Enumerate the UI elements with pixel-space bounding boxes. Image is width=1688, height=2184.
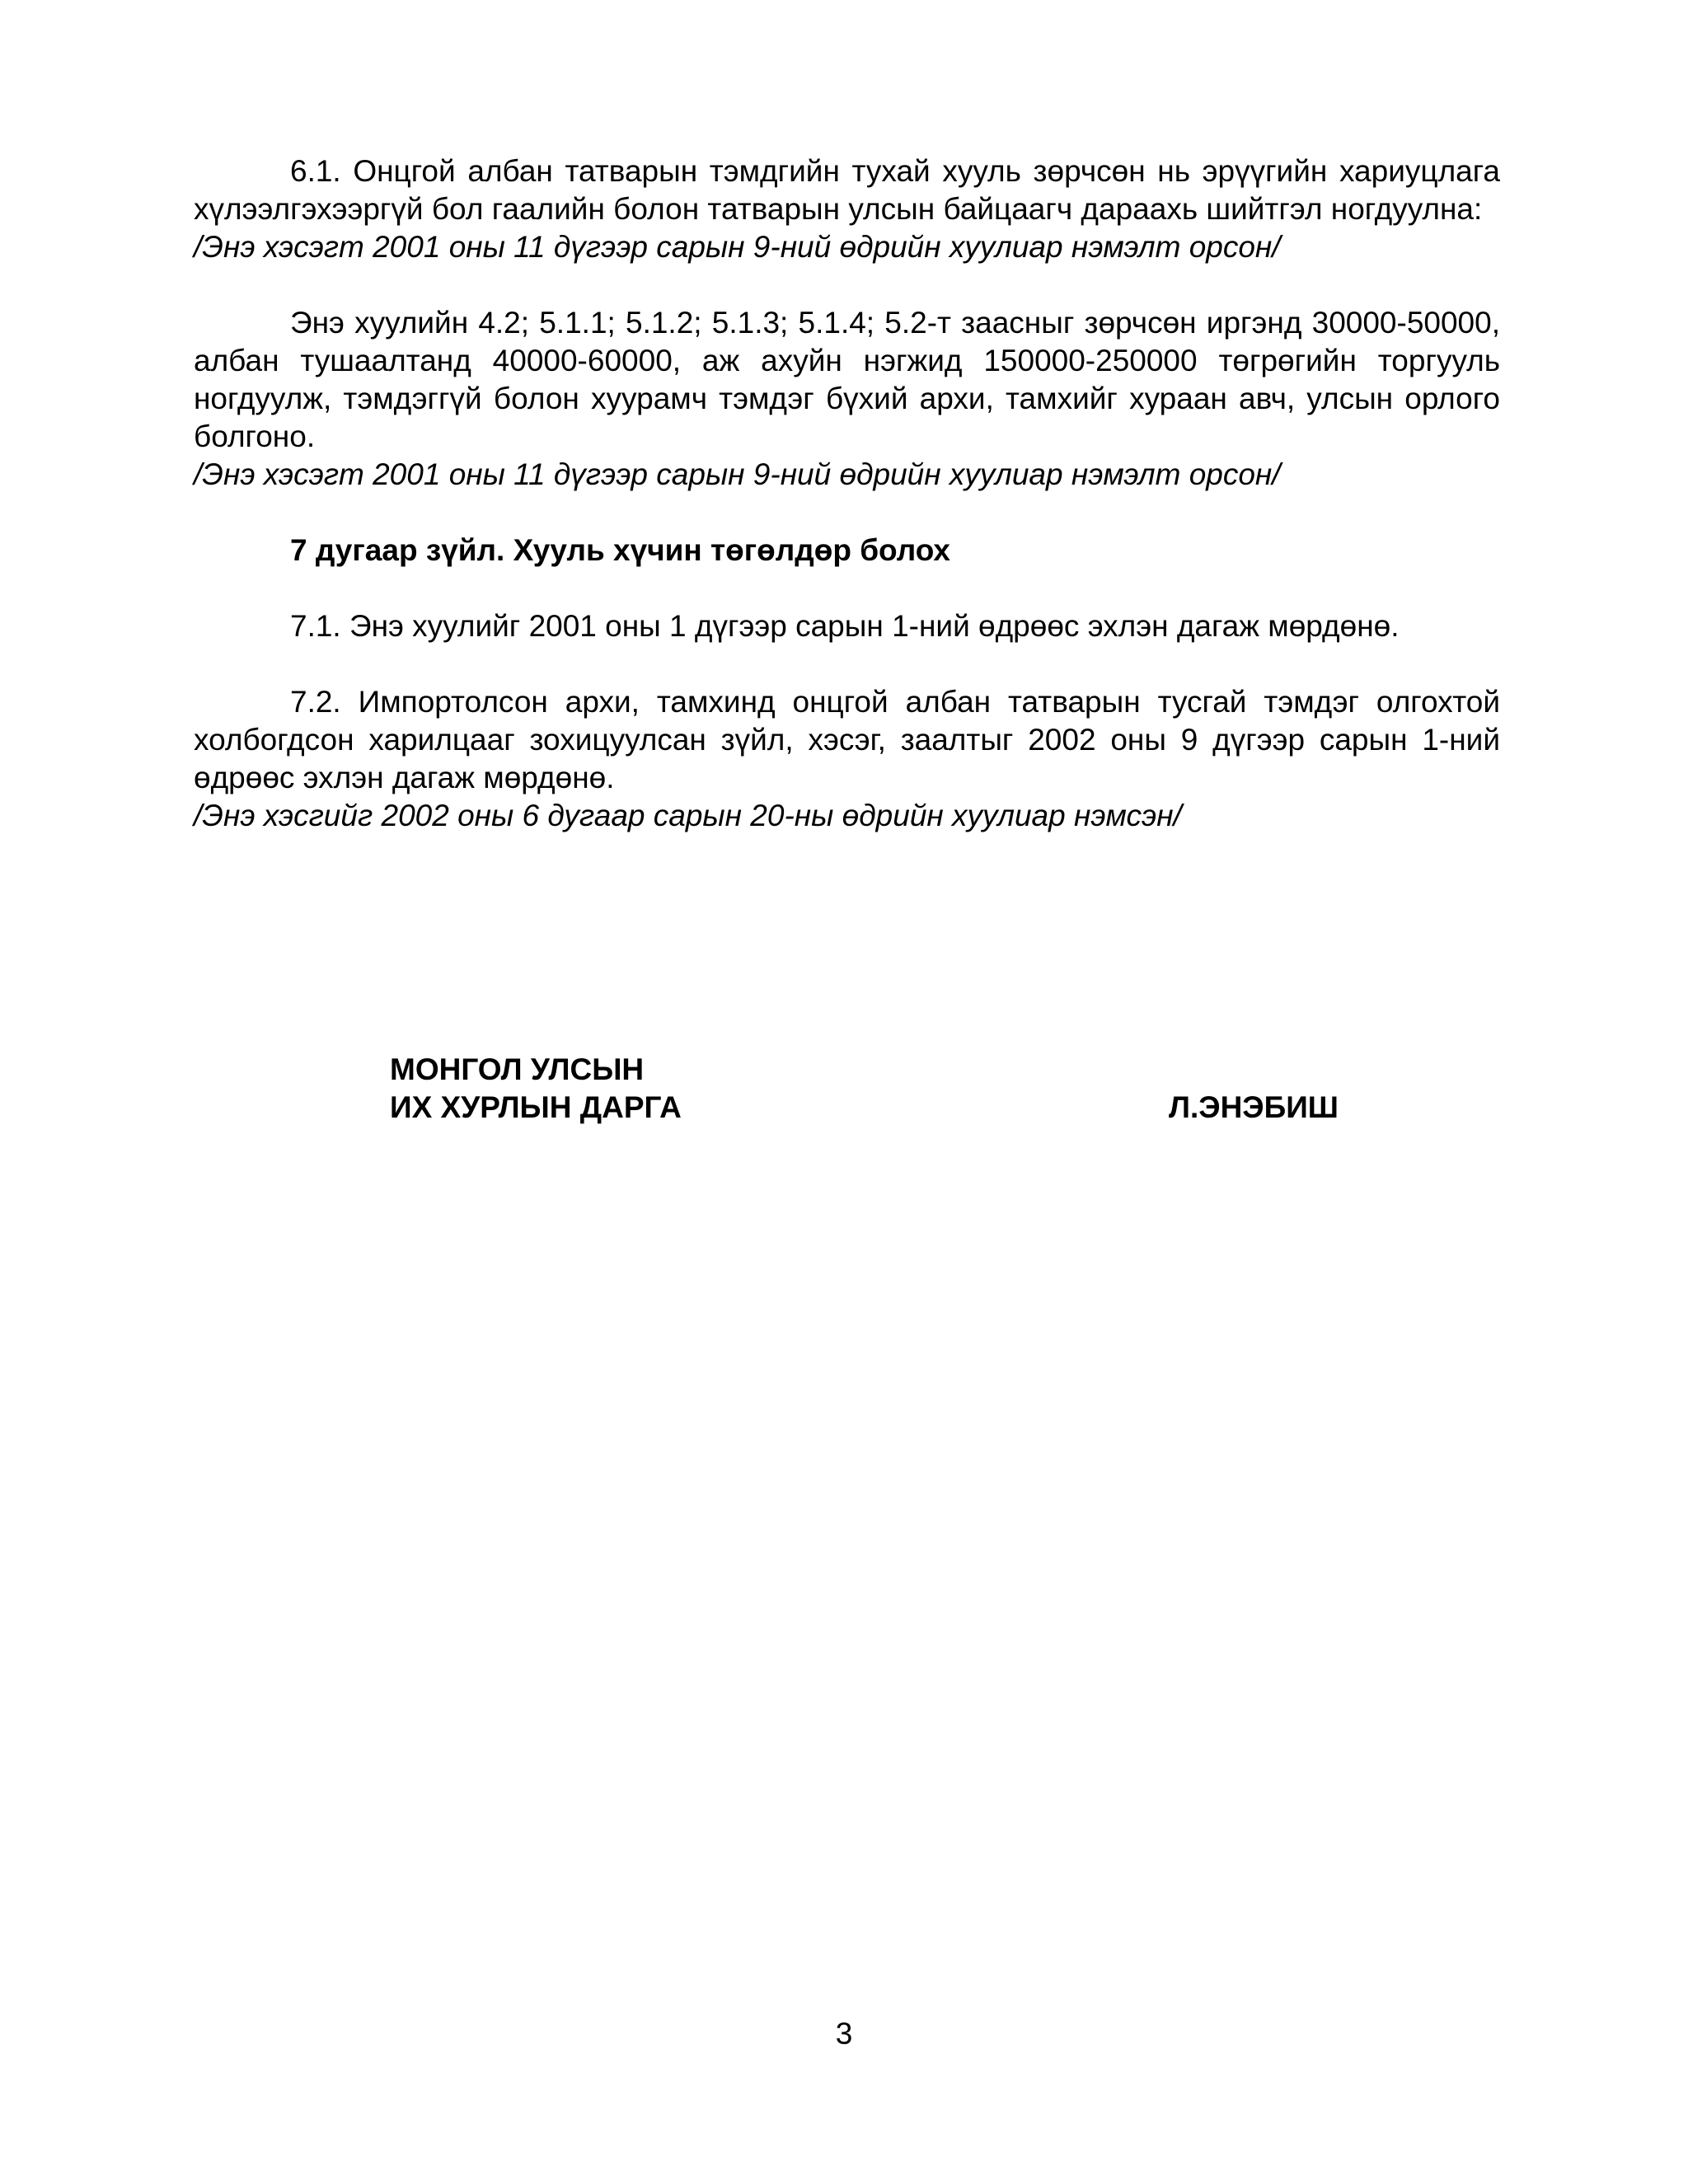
amendment-note: /Энэ хэсэгт 2001 оны 11 дүгээр сарын 9-ний өдрийн хуулиар нэмэлт орсон/ — [194, 457, 1281, 491]
amendment-note: /Энэ хэсгийг 2002 оны 6 дугаар сарын 20-ны өдрийн хуулиар нэмсэн/ — [194, 799, 1182, 832]
signatory-name: Л.ЭНЭБИШ — [1169, 1090, 1339, 1124]
paragraph-6-1: 6.1. Онцгой албан татварын тэмдгийн тухай хууль зөрчсөн нь эрүүгийн хариуцлага хүлээлгэхээргүй бол гаалийн болон татварын улсын байцаагч дараахь шийтгэл ногдуулна: — [194, 154, 1500, 226]
page-number: 3 — [835, 2017, 853, 2050]
document-body — [194, 152, 1500, 835]
penalty-paragraph: Энэ хуулийн 4.2; 5.1.1; 5.1.2; 5.1.3; 5.1.4; 5.2-т заасныг зөрчсөн иргэнд 30000-50000, албан тушаалтанд 40000-60000, аж ахуйн нэгжид 150000-250000 төгрөгийн торгууль ногдуулж, тэмдэггүй болон хуурамч тэмдэг бүхий архи, тамхийг хураан авч, улсын орлого болгоно. — [194, 306, 1500, 453]
clause-7-1: 7.1. Энэ хуулийг 2001 оны 1 дүгээр сарын 1-ний өдрөөс эхлэн дагаж мөрдөнө. — [290, 609, 1400, 643]
signature-block — [390, 1051, 1461, 1133]
signatory-title-line: ИХ ХУРЛЫН ДАРГА — [390, 1090, 682, 1124]
article-heading: 7 дугаар зүйл. Хууль хүчин төгөлдөр болох — [290, 533, 951, 567]
amendment-note: /Энэ хэсэгт 2001 оны 11 дүгээр сарын 9-ний өдрийн хуулиар нэмэлт орсон/ — [194, 230, 1281, 264]
signatory-title — [390, 1051, 682, 1127]
clause-7-2: 7.2. Импортолсон архи, тамхинд онцгой албан татварын тусгай тэмдэг олгохтой холбогдсон харилцааг зохицуулсан зүйл, хэсэг, заалтыг 2002 оны 9 дүгээр сарын 1-ний өдрөөс эхлэн дагаж мөрдөнө. — [194, 685, 1500, 794]
signatory-title-line: МОНГОЛ УЛСЫН — [390, 1052, 645, 1086]
